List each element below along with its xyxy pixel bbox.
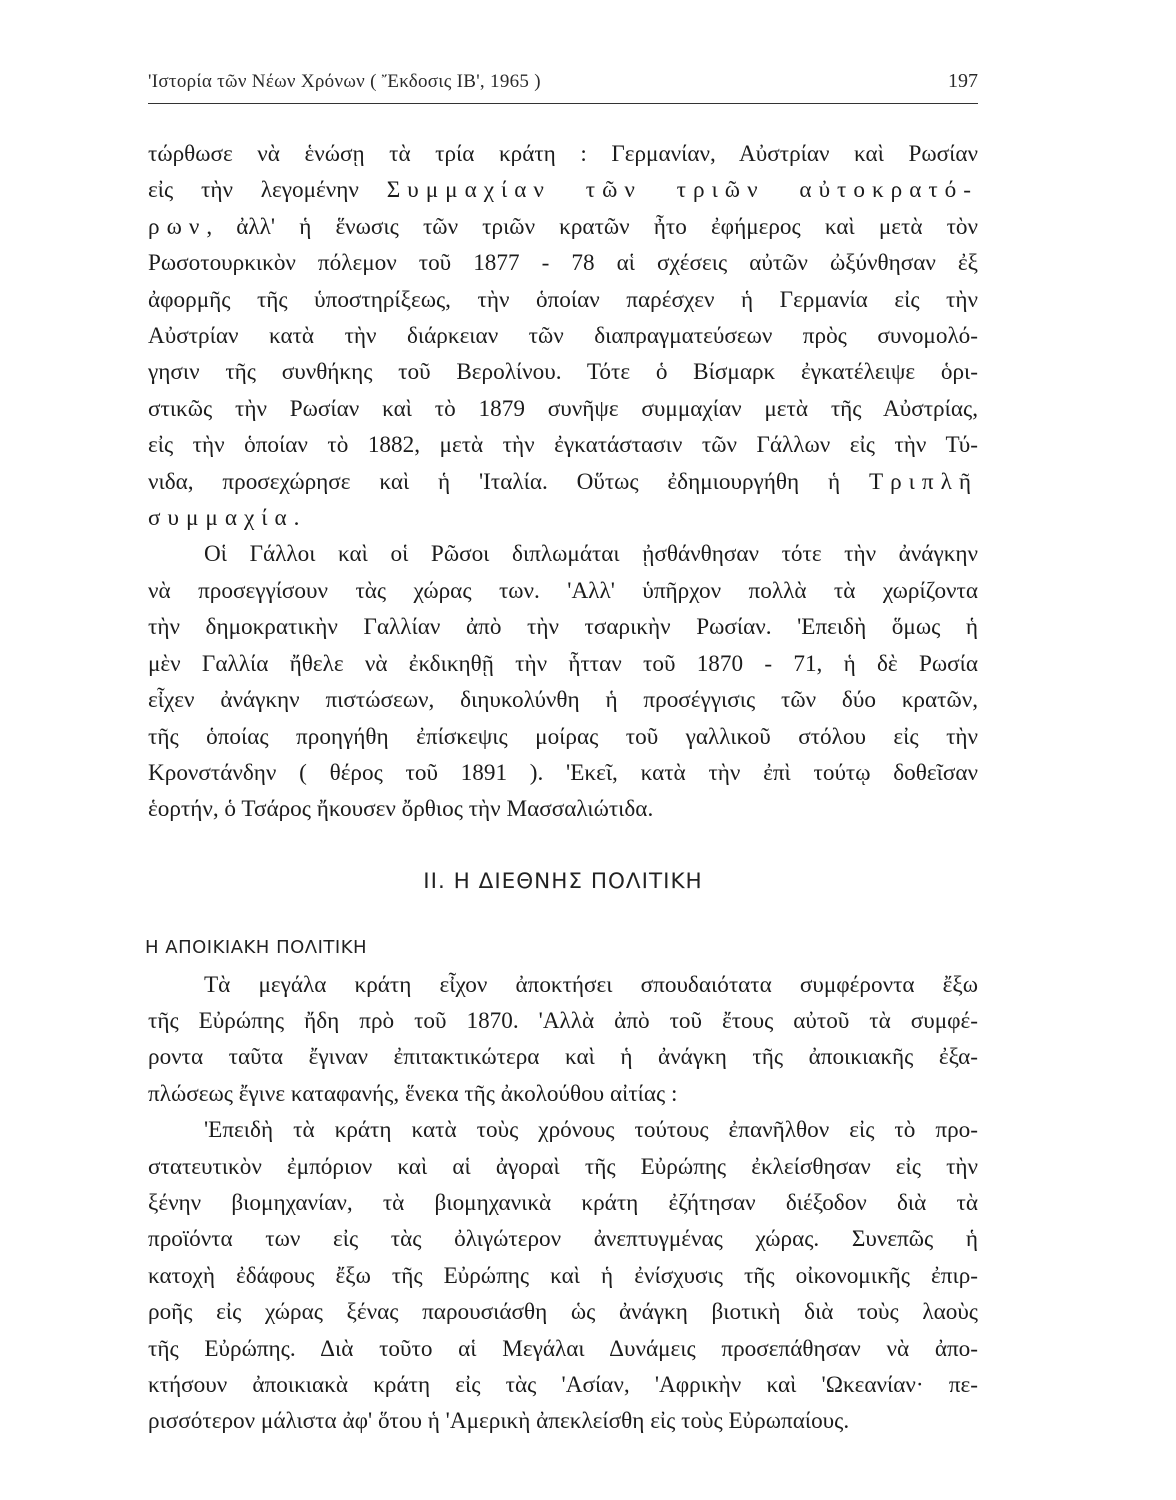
text-line: Κρονστάνδην ( θέρος τοῦ 1891 ). 'Εκεῖ, κατὰ τὴν ἐπὶ τούτῳ δοθεῖσαν bbox=[148, 759, 978, 786]
text-line bbox=[148, 464, 978, 500]
paragraph-franco-russian bbox=[148, 536, 978, 827]
text-line: εἰς τὴν ὁποίαν τὸ 1882, μετὰ τὴν ἐγκατάστασιν τῶν Γάλλων εἰς τὴν Τύ- bbox=[148, 432, 978, 459]
paragraph-colonial-interests bbox=[148, 967, 978, 1113]
text-run: εἰς τὴν λεγομένην bbox=[148, 177, 387, 204]
running-title: 'Ιστορία τῶν Νέων Χρόνων ( Ἔκδοσις ΙΒ', 1965 ) bbox=[148, 71, 541, 92]
text-line: ρισσότερον μάλιστα ἀφ' ὅτου ἡ 'Αμερικὴ ἀπεκλείσθη εἰς τοὺς Εὐρωπαίους. bbox=[148, 1408, 850, 1435]
text-line: ξένην βιομηχανίαν, τὰ βιομηχανικὰ κράτη ἐζήτησαν διέξοδον διὰ τὰ bbox=[148, 1189, 978, 1216]
text-line: κατοχὴ ἐδάφους ἔξω τῆς Εὐρώπης καὶ ἡ ἐνίσχυσις τῆς οἰκονομικῆς ἐπιρ- bbox=[148, 1262, 978, 1289]
text-line: στικῶς τὴν Ρωσίαν καὶ τὸ 1879 συνῆψε συμμαχίαν μετὰ τῆς Αὐστρίας, bbox=[148, 395, 978, 422]
main-text bbox=[145, 136, 978, 1440]
text-run: 'Επειδὴ τὰ κράτη κατὰ τοὺς χρόνους τούτους ἐπανῆλθον εἰς τὸ προ- bbox=[204, 1117, 978, 1144]
text-line bbox=[148, 536, 978, 572]
text-line: γησιν τῆς συνθήκης τοῦ Βερολίνου. Τότε ὁ Βίσμαρκ ἐγκατέλειψε ὁρι- bbox=[148, 359, 978, 386]
text-line: ἑορτήν, ὁ Τσάρος ἤκουσεν ὄρθιος τὴν Μασσαλιώτιδα. bbox=[148, 796, 654, 823]
text-line: εἶχεν ἀνάγκην πιστώσεων, διηυκολύνθη ἡ προσέγγισις τῶν δύο κρατῶν, bbox=[148, 687, 978, 714]
paragraph-protectionism bbox=[148, 1112, 978, 1440]
spaced-term: ρων bbox=[148, 213, 207, 240]
text-line: στατευτικὸν ἐμπόριον καὶ αἱ ἀγοραὶ τῆς Εὐρώπης ἐκλείσθησαν εἰς τὴν bbox=[148, 1153, 978, 1180]
text-line: τῆς ὁποίας προηγήθη ἐπίσκεψις μοίρας τοῦ γαλλικοῦ στόλου εἰς τὴν bbox=[148, 723, 978, 750]
text-run: . bbox=[293, 505, 300, 532]
text-line: ροντα ταῦτα ἔγιναν ἐπιτακτικώτερα καὶ ἡ ἀνάγκη τῆς ἀποικιακῆς ἐξα- bbox=[148, 1044, 978, 1071]
text-run: , ἀλλ' ἡ ἕνωσις τῶν τριῶν κρατῶν ἦτο ἐφήμερος καὶ μετὰ τὸν bbox=[206, 213, 978, 240]
text-run: Τὰ μεγάλα κράτη εἶχον ἀποκτήσει σπουδαιότατα συμφέροντα ἔξω bbox=[204, 971, 978, 998]
book-page bbox=[145, 70, 978, 1440]
text-line: νὰ προσεγγίσουν τὰς χώρας των. 'Αλλ' ὑπῆρχον πολλὰ τὰ χωρίζοντα bbox=[148, 577, 978, 604]
text-line: ροῆς εἰς χώρας ξένας παρουσιάσθη ὡς ἀνάγκη βιοτικὴ διὰ τοὺς λαοὺς bbox=[148, 1299, 978, 1326]
text-line: πλώσεως ἔγινε καταφανής, ἕνεκα τῆς ἀκολούθου αἰτίας : bbox=[148, 1080, 678, 1107]
spaced-term: Συμμαχίαν τῶν τριῶν αὐτοκρατό- bbox=[386, 177, 978, 204]
text-line: τῆς Εὐρώπης ἤδη πρὸ τοῦ 1870. 'Αλλὰ ἀπὸ τοῦ ἔτους αὐτοῦ τὰ συμφέ- bbox=[148, 1007, 978, 1034]
text-line: προϊόντα των εἰς τὰς ὀλιγώτερον ἀνεπτυγμένας χώρας. Συνεπῶς ἡ bbox=[148, 1226, 978, 1253]
text-line bbox=[148, 172, 978, 208]
text-line: τώρθωσε νὰ ἑνώσῃ τὰ τρία κράτη : Γερμανίαν, Αὐστρίαν καὶ Ρωσίαν bbox=[148, 141, 978, 167]
spaced-term: Τριπλῆ bbox=[868, 468, 978, 495]
text-line: μὲν Γαλλία ἤθελε νὰ ἐκδικηθῇ τὴν ἧτταν τοῦ 1870 - 71, ἡ δὲ Ρωσία bbox=[148, 650, 978, 677]
section-heading: II. Η ΔΙΕΘΝΗΣ ΠΟΛΙΤΙΚΗ bbox=[423, 868, 703, 894]
text-line bbox=[148, 209, 978, 245]
text-line: κτήσουν ἀποικιακὰ κράτη εἰς τὰς 'Ασίαν, 'Αφρικὴν καὶ 'Ωκεανίαν· πε- bbox=[148, 1372, 978, 1398]
text-line bbox=[148, 1112, 978, 1148]
text-line: ἀφορμῆς τῆς ὑποστηρίξεως, τὴν ὁποίαν παρέσχεν ἡ Γερμανία εἰς τὴν bbox=[148, 286, 978, 313]
text-line: Αὐστρίαν κατὰ τὴν διάρκειαν τῶν διαπραγματεύσεων πρὸς συνομολό- bbox=[148, 323, 978, 350]
running-header bbox=[148, 70, 978, 104]
sub-heading: Η ΑΠΟΙΚΙΑΚΗ ΠΟΛΙΤΙΚΗ bbox=[145, 937, 368, 959]
text-line bbox=[148, 500, 978, 536]
paragraph-triple-alliance bbox=[148, 136, 978, 536]
text-line: τὴν δημοκρατικὴν Γαλλίαν ἀπὸ τὴν τσαρικὴν Ρωσίαν. 'Επειδὴ ὅμως ἡ bbox=[148, 614, 978, 641]
spaced-term: συμμαχία bbox=[148, 505, 294, 532]
page-number: 197 bbox=[948, 70, 978, 92]
text-run: νιδα, προσεχώρησε καὶ ἡ 'Ιταλία. Οὕτως ἐδημιουργήθη ἡ bbox=[148, 468, 869, 495]
text-line: Ρωσοτουρκικὸν πόλεμον τοῦ 1877 - 78 αἱ σχέσεις αὐτῶν ὠξύνθησαν ἐξ bbox=[148, 250, 978, 277]
text-run: Οἱ Γάλλοι καὶ οἱ Ρῶσοι διπλωμάται ᾐσθάνθησαν τότε τὴν ἀνάγκην bbox=[204, 541, 978, 568]
text-line: τῆς Εὐρώπης. Διὰ τοῦτο αἱ Μεγάλαι Δυνάμεις προσεπάθησαν νὰ ἀπο- bbox=[148, 1335, 978, 1362]
text-line bbox=[148, 967, 978, 1003]
